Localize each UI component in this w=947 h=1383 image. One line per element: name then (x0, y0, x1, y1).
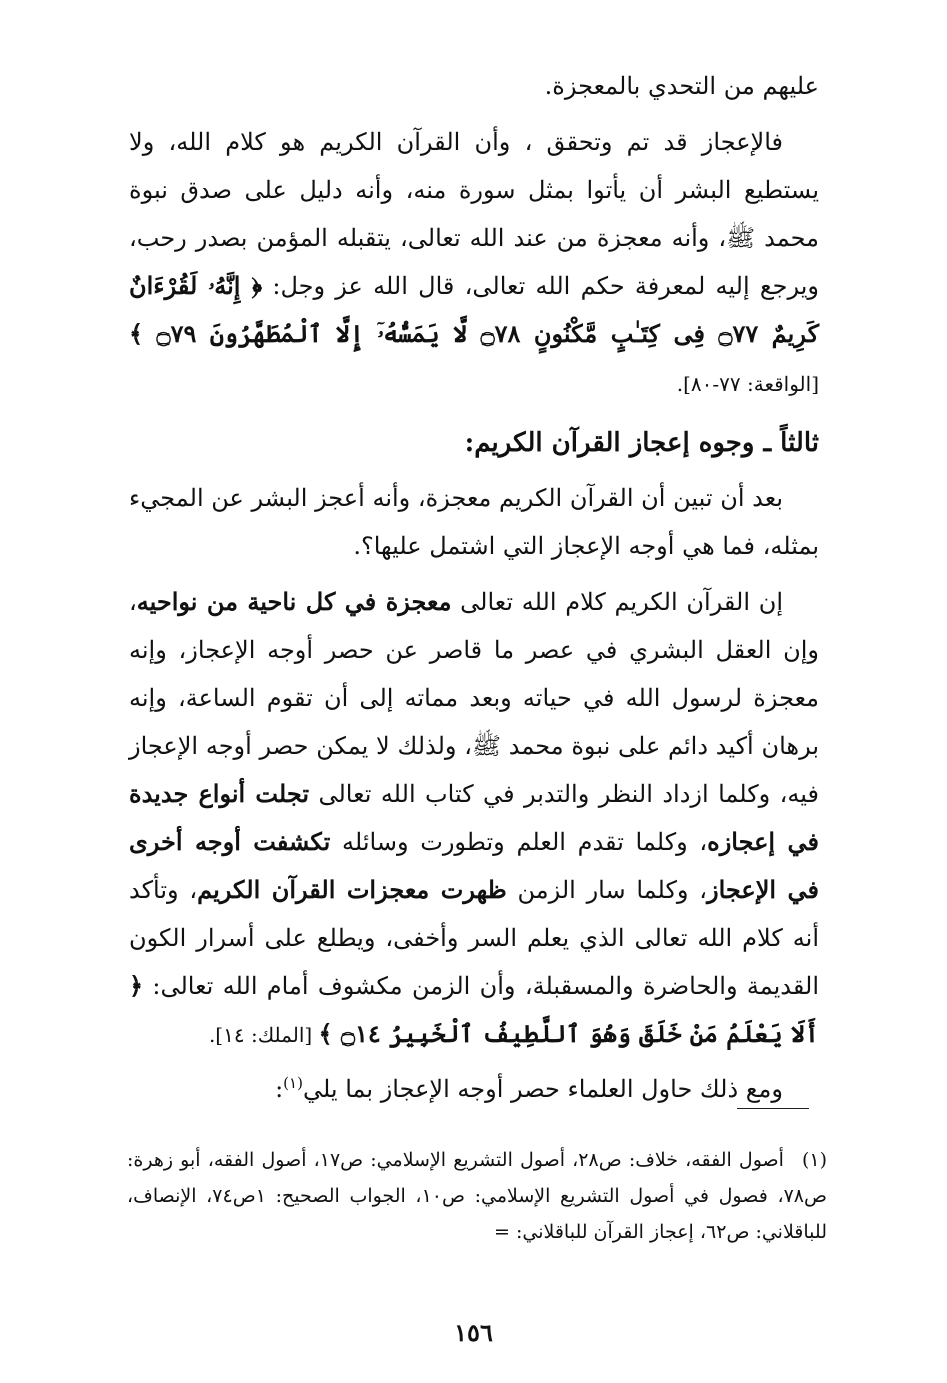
paragraph-miracle-fulfilled (129, 118, 819, 408)
bold-phrase: معجزة في كل ناحية من نواحيه (136, 587, 452, 616)
paragraph-text: ، وكلما سار الزمن (506, 876, 707, 904)
paragraph-aspects (129, 578, 819, 1059)
footnote (127, 1142, 827, 1250)
page-number: ١٥٦ (454, 1318, 493, 1347)
section-heading: ثالثاً ـ وجوه إعجاز القرآن الكريم: (464, 428, 819, 458)
paragraph-text: فالإعجاز قد تم وتحقق ، وأن القرآن الكريم هو كلام الله، ولا يستطيع البشر أن يأتوا بمثل سورة منه، وأنه دليل على صدق نبوة محمد ﷺ، وأنه معجزة من عند الله تعالى، يتقبله المؤمن بصدر رحب، ويرجع إليه لمعرفة حكم الله تعالى، قال الله عز وجل: (129, 128, 819, 300)
paragraph-text: إن القرآن الكريم كلام الله تعالى (451, 588, 783, 616)
verse-reference-waqiah: [الواقعة: ٧٧-٨٠]. (676, 372, 819, 396)
bold-phrase: تكشفت أوجه أخرى في الإعجاز (129, 827, 820, 904)
paragraph-question: بعد أن تبين أن القرآن الكريم معجزة، وأنه أعجز البشر عن المجيء بمثله، فما هي أوجه الإعجاز التي اشتمل عليها؟. (129, 484, 819, 560)
paragraph-text: : (275, 1075, 284, 1103)
footnote-number: (١) (801, 1149, 827, 1171)
bold-phrase: تجلت أنواع جديدة في إعجازه (129, 779, 819, 856)
paragraph-text: ، وإن العقل البشري في عصر ما قاصر عن حصر أوجه الإعجاز، وإنه معجزة لرسول الله في حياته وبعد مماته إلى أن تقوم الساعة، وإنه برهان أكيد دائم على نبوة محمد ﷺ، ولذلك لا يمكن حصر أوجه الإعجاز فيه، وكلما ازداد النظر والتدبر في كتاب الله تعالى (129, 588, 819, 808)
paragraph-scholars (129, 1059, 819, 1113)
page-body (129, 62, 819, 1113)
quran-verse-waqiah: ﴿ إِنَّهُۥ لَقُرْءَانٌ كَرِيمٌ ۝٧٧ فِى كِتَـٰبٍ مَّكْنُونٍ ۝٧٨ لَّا يَمَسُّهُۥٓ إِلَّا ٱلْمُطَهَّرُونَ ۝٧٩ ﴾ (129, 271, 819, 348)
paragraph-text: ، وكلما تقدم العلم وتطورت وسائله (330, 828, 708, 856)
paragraph-text: ، وتأكد أنه كلام الله تعالى الذي يعلم السر وأخفى، ويطلع على أسرار الكون القديمة والحاضرة والمسقبلة، وأن الزمن مكشوف أمام الله تعالى: (129, 876, 819, 1000)
footnote-marker: (١) (283, 1074, 303, 1092)
bold-phrase: ظهرت معجزات القرآن الكريم (197, 875, 507, 904)
verse-reference-mulk: [الملك: ١٤]. (208, 1023, 319, 1047)
paragraph-continuation: عليهم من التحدي بالمعجزة. (544, 72, 819, 100)
quran-verse-mulk: ﴿ أَلَا يَعْلَمُ مَنْ خَلَقَ وَهُوَ ٱللَّطِيفُ ٱلْخَبِيرُ ۝١٤ ﴾ (129, 971, 819, 1048)
footnote-text: أصول الفقه، خلاف: ص٢٨، أصول التشريع الإسلامي: ص١٧، أصول الفقه، أبو زهرة: ص٧٨، فصول في أصول التشريع الإسلامي: ص١٠، الجواب الصحيح: ١ص٧٤، الإنصاف، للباقلاني: ص٦٢، إعجاز القرآن للباقلاني: = (127, 1149, 827, 1243)
paragraph-text: ومع ذلك حاول العلماء حصر أوجه الإعجاز بما يلي (302, 1075, 783, 1103)
footnote-divider (737, 1108, 809, 1109)
